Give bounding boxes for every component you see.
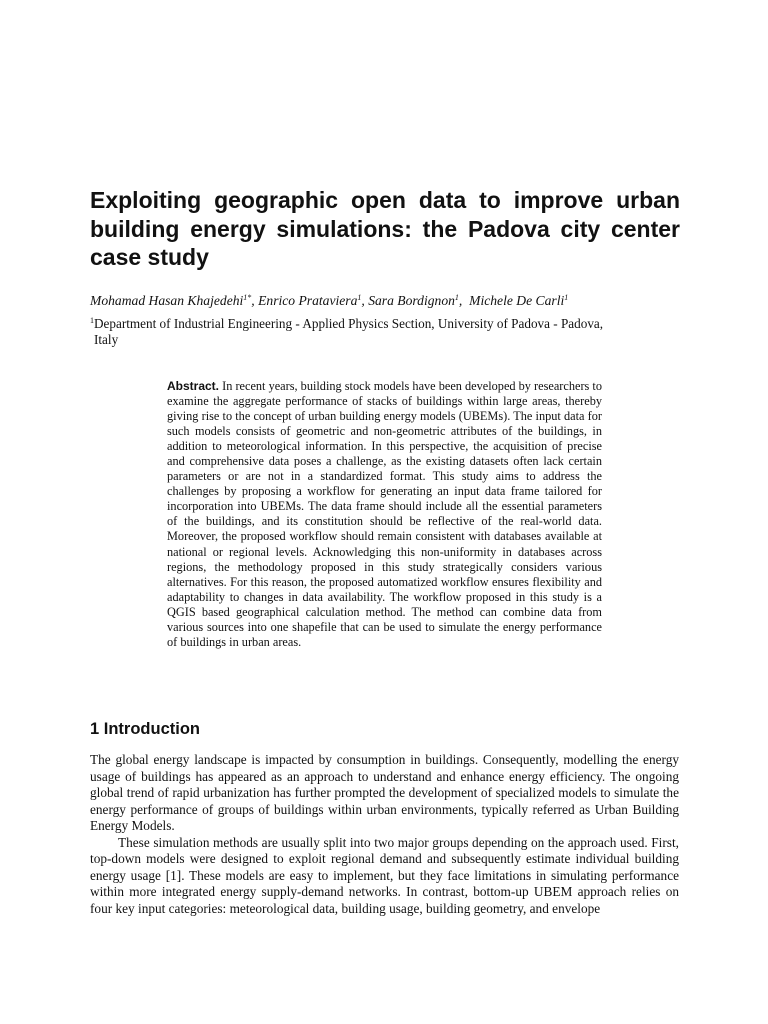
paper-title: Exploiting geographic open data to improve urban building energy simulations: the Padova city center case study	[90, 187, 680, 270]
paragraph: The global energy landscape is impacted by consumption in buildings. Consequently, modelling the energy usage of buildings has appeared as an approach to understand and enhance energy efficiency. The ongoing global trend of rapid urbanization has further prompted the development of specialized models to simulate the energy performance of groups of buildings within urban environments, typically referred as Urban Building Energy Models.	[90, 752, 679, 834]
author-name: Michele De Carli	[469, 293, 565, 308]
author-separator: ,	[361, 293, 369, 308]
affiliation	[90, 316, 670, 348]
author-separator: ,	[458, 293, 466, 308]
author-affiliation-mark: 1	[564, 293, 569, 302]
paragraph: These simulation methods are usually split into two major groups depending on the approach used. First, top-down models were designed to exploit regional demand and subsequently estimate individual building energy usage [1]. These models are easy to implement, but they face limitations in simulating performance within more integrated energy supply-demand networks. In contrast, bottom-up UBEM approach relies on four key input categories: meteorological data, building usage, building geometry, and envelope	[90, 834, 679, 916]
author-name: Mohamad Hasan Khajedehi	[90, 293, 244, 308]
author-list	[90, 292, 690, 309]
author-affiliation-mark: 1	[454, 293, 459, 302]
author-name: Sara Bordignon	[368, 293, 455, 308]
affiliation-mark: 1	[90, 316, 94, 325]
author-name: Enrico Prataviera	[258, 293, 358, 308]
author-affiliation-mark: 1*	[243, 293, 252, 302]
abstract	[167, 379, 602, 650]
affiliation-text: Department of Industrial Engineering - Applied Physics Section, University of Padova - Padova,	[94, 316, 604, 331]
affiliation-country: Italy	[94, 332, 119, 347]
author-affiliation-mark: 1	[357, 293, 362, 302]
author-separator: ,	[251, 293, 259, 308]
section-heading-introduction: 1 Introduction	[90, 720, 200, 738]
abstract-text: In recent years, building stock models have been developed by researchers to examine the aggregate performance of stacks of buildings within large areas, thereby giving rise to the concept of urban building energy models (UBEMs). The input data for such models consists of geometric and non-geometric attributes of the buildings, in addition to meteorological information. In this perspective, the acquisition of precise and comprehensive data poses a challenge, as the existing datasets often lack certain parameters or are not in a standardized format. This study aims to address the challenges by proposing a workflow for generating an input data frame tailored for incorporation into UBEMs. The data frame should include all the essential parameters of the buildings, and its constitution should be reflective of the real-world data. Moreover, the proposed workflow should remain consistent with databases available at national or regional levels. Acknowledging this non-uniformity in databases across regions, the methodology proposed in this study strategically considers various alternatives. For this reason, the proposed automatized workflow ensures flexibility and adaptability to changes in data availability. The workflow proposed in this study is a QGIS based geographical calculation method. The method can combine data from various sources into one shapefile that can be used to simulate the energy performance of buildings in urban areas.	[167, 379, 602, 649]
introduction-body	[90, 752, 679, 917]
abstract-label: Abstract.	[167, 379, 220, 393]
